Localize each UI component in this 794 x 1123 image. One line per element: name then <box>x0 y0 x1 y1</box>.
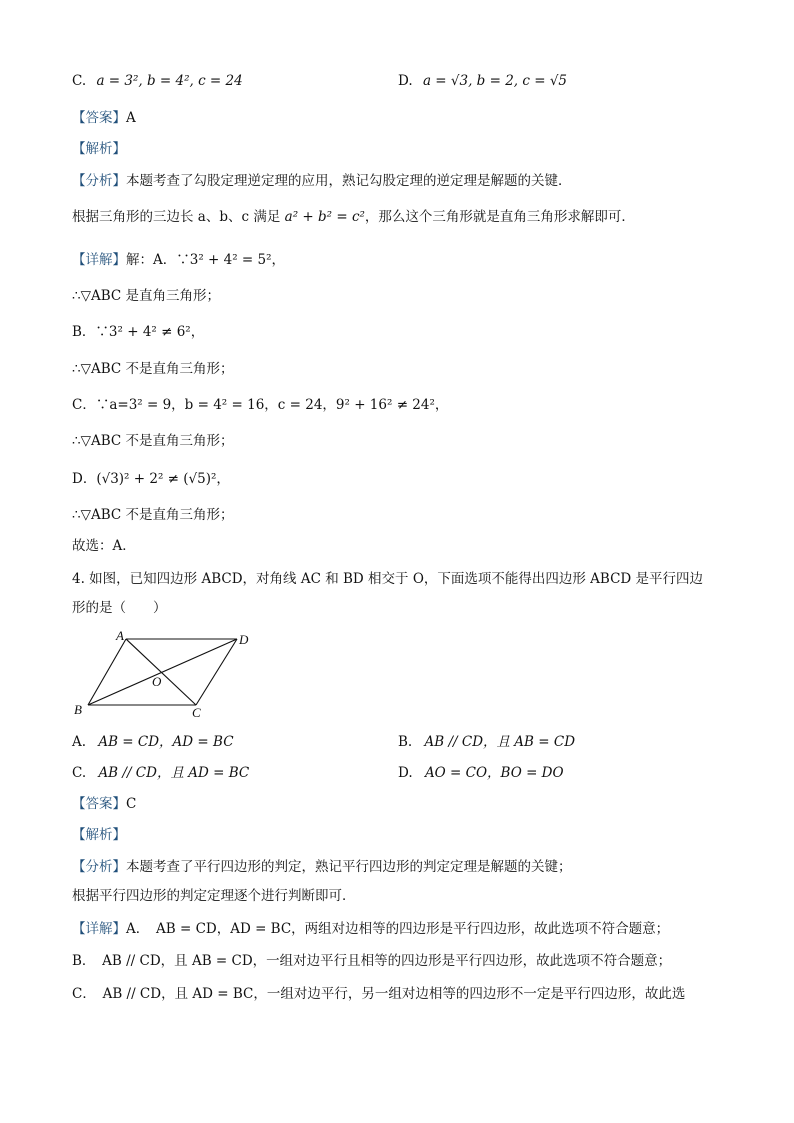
analysis-tag: 【解析】 <box>72 827 126 843</box>
answer-value: C <box>126 796 137 812</box>
question-stem-2 <box>72 599 167 617</box>
answer-line <box>72 109 136 127</box>
step-text: ∴▽ABC 是直角三角形； <box>72 288 221 304</box>
stem-text: 形的是（ ） <box>72 600 167 616</box>
fenxi-line-2-q4 <box>72 887 356 905</box>
step-text: C．∵a=3² = 9，b = 4² = 16，c = 24，9² + 16² ≠ 24²， <box>72 397 449 413</box>
step-line <box>72 537 136 555</box>
diagonal-ac <box>126 639 196 705</box>
answer-tag: 【答案】 <box>72 796 126 812</box>
step-text: D．(√3)² + 2² ≠ (√5)²， <box>72 471 230 487</box>
step-text: ∴▽ABC 不是直角三角形； <box>72 433 234 449</box>
option-label: B. <box>398 734 413 750</box>
step-text: 解：A．∵3² + 4² = 5²， <box>126 252 286 268</box>
detail-line-q4-c <box>72 985 685 1003</box>
fenxi-line-2 <box>72 208 635 226</box>
stem-text: 4. 如图，已知四边形 ABCD，对角线 AC 和 BD 相交于 O，下面选项不能得出四边形 ABCD 是平行四边 <box>72 571 704 587</box>
option-label: D. <box>398 73 413 89</box>
label-o: O <box>152 674 162 689</box>
step-text: 故选：A． <box>72 538 136 554</box>
step-line <box>72 396 448 414</box>
detail-line-1 <box>72 251 285 269</box>
fenxi-text: 本题考查了平行四边形的判定，熟记平行四边形的判定定理是解题的关键； <box>126 859 572 875</box>
label-c: C <box>192 705 201 720</box>
fenxi-text-pre: 根据三角形的三边长 a、b、c 满足 <box>72 209 281 225</box>
answer-tag: 【答案】 <box>72 110 126 126</box>
detail-line-q4-b <box>72 952 671 970</box>
fenxi-text: 本题考查了勾股定理逆定理的应用，熟记勾股定理的逆定理是解题的关键． <box>126 173 572 189</box>
detail-line-q4-a <box>72 920 669 938</box>
detail-text: C． AB // CD，且 AD = BC，一组对边平行，另一组对边相等的四边形不一定是平行四边形，故此选 <box>72 986 686 1002</box>
answer-value: A <box>126 110 136 126</box>
xiangjie-tag: 【详解】 <box>72 921 126 937</box>
step-line <box>72 323 204 341</box>
option-text: AO = CO，BO = DO <box>424 765 564 781</box>
step-text: ∴▽ABC 不是直角三角形； <box>72 361 234 377</box>
edge-dc <box>196 639 237 705</box>
label-a: A <box>116 628 124 643</box>
question-stem <box>72 570 703 588</box>
analysis-line-q4 <box>72 826 126 844</box>
parallelogram-figure <box>72 628 272 722</box>
label-b: B <box>74 702 82 717</box>
option-label: C. <box>72 765 87 781</box>
option-b-row <box>398 733 575 751</box>
option-label: A. <box>72 734 87 750</box>
step-text: ∴▽ABC 不是直角三角形； <box>72 507 234 523</box>
step-line <box>72 360 234 378</box>
option-text: AB = CD，AD = BC <box>98 734 234 750</box>
detail-text: B． AB // CD，且 AB = CD，一组对边平行且相等的四边形是平行四边形，故此选项不符合题意； <box>72 953 672 969</box>
step-line <box>72 432 234 450</box>
fenxi-line-q4 <box>72 858 572 876</box>
step-line <box>72 287 220 305</box>
step-line <box>72 470 230 488</box>
answer-line-q4 <box>72 795 136 813</box>
option-text: AB // CD，且 AD = BC <box>98 765 250 781</box>
analysis-tag: 【解析】 <box>72 141 126 157</box>
option-d-row-q4 <box>398 764 564 782</box>
fenxi-tag: 【分析】 <box>72 859 126 875</box>
option-c-row <box>72 72 243 90</box>
fenxi-text-post: ，那么这个三角形就是直角三角形求解即可． <box>364 209 635 225</box>
fenxi-text: 根据平行四边形的判定定理逐个进行判断即可． <box>72 888 356 904</box>
analysis-line <box>72 140 126 158</box>
option-label: C. <box>72 73 87 89</box>
fenxi-tag: 【分析】 <box>72 173 126 189</box>
diagonal-bd <box>88 639 237 705</box>
label-d: D <box>239 632 249 647</box>
fenxi-equation: a² + b² = c² <box>284 209 365 225</box>
edge-ab <box>88 639 126 705</box>
step-line <box>72 506 234 524</box>
fenxi-line <box>72 172 572 190</box>
option-text: AB // CD，且 AB = CD <box>424 734 576 750</box>
option-text: a = 3², b = 4², c = 24 <box>96 73 243 89</box>
step-text: B．∵3² + 4² ≠ 6²， <box>72 324 205 340</box>
option-d-row <box>398 72 567 90</box>
option-label: D. <box>398 765 413 781</box>
option-a-row <box>72 733 234 751</box>
xiangjie-tag: 【详解】 <box>72 252 126 268</box>
detail-text: A． AB = CD，AD = BC，两组对边相等的四边形是平行四边形，故此选项不符合题意； <box>126 921 670 937</box>
option-text: a = √3, b = 2, c = √5 <box>422 73 568 89</box>
option-c-row-q4 <box>72 764 249 782</box>
